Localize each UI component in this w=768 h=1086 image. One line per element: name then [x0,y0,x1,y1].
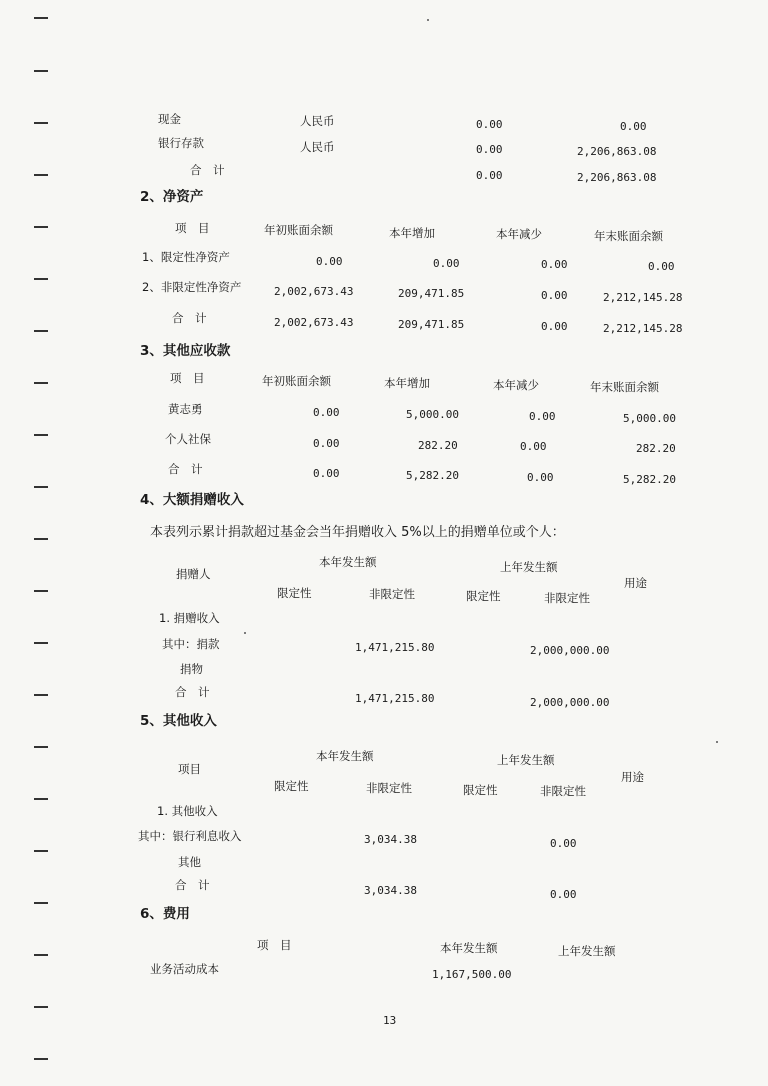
col-header-unrestricted: 非限定性 [544,591,590,605]
cell-value: 0.00 [527,471,554,484]
col-header-item: 项 目 [257,938,292,952]
col-header-unrestricted: 非限定性 [366,781,412,795]
col-header-restricted: 限定性 [277,586,312,600]
col-header-unrestricted: 非限定性 [540,784,586,798]
cell-value: 2,000,000.00 [530,696,610,709]
col-header-unrestricted: 非限定性 [369,587,415,601]
col-header: 本年增加 [389,226,435,240]
net-assets-heading: 2、净资产 [140,189,204,205]
row-label: 其他 [178,855,201,869]
row-label: 1. 捐赠收入 [159,611,220,625]
cell-value: 0.00 [316,255,343,268]
cell-value: 5,282.20 [406,469,459,482]
cell-value: 0.00 [529,410,556,423]
cell-value: 0.00 [313,406,340,419]
cash-item: 现金 [158,112,181,126]
row-label: 1. 其他收入 [157,804,218,818]
cell-value: 2,212,145.28 [603,322,683,335]
cash-begin: 0.00 [476,143,503,156]
col-header-restricted: 限定性 [466,589,501,603]
cell-value: 1,471,215.80 [355,641,435,654]
cell-value: 5,282.20 [623,473,676,486]
col-header-this-year: 本年发生额 [316,749,374,763]
cash-total-begin: 0.00 [476,169,503,182]
cell-value: 0.00 [550,888,577,901]
row-label: 业务活动成本 [150,962,219,976]
cell-value: 2,000,000.00 [530,644,610,657]
cell-value: 2,002,673.43 [274,316,354,329]
cash-currency: 人民币 [300,140,335,154]
other-income-heading: 5、其他收入 [140,713,217,729]
cash-begin: 0.00 [476,118,503,131]
cell-value: 1,167,500.00 [432,968,512,981]
row-label: 合 计 [168,462,203,476]
col-header-this-year: 本年发生额 [440,941,498,955]
row-label: 黄志勇 [168,402,203,416]
row-label: 个人社保 [165,432,211,446]
row-label: 其中：捐款 [162,637,220,651]
col-header-donor: 捐赠人 [176,567,211,581]
cell-value: 2,212,145.28 [603,291,683,304]
col-header-last-year: 上年发生额 [500,560,558,574]
cell-value: 0.00 [541,320,568,333]
col-header: 本年减少 [493,378,539,392]
row-label: 合 计 [175,685,210,699]
row-label: 捐物 [180,662,203,676]
col-header-use: 用途 [624,576,647,590]
col-header: 年末账面余额 [590,380,659,394]
col-header: 年初账面余额 [264,223,333,237]
row-label: 2、非限定性净资产 [142,280,242,294]
cell-value: 209,471.85 [398,318,465,331]
col-header-this-year: 本年发生额 [319,555,377,569]
col-header: 年初账面余额 [262,374,331,388]
cell-value: 0.00 [541,258,568,271]
cash-currency: 人民币 [300,114,335,128]
cash-item: 银行存款 [158,136,204,150]
cell-value: 1,471,215.80 [355,692,435,705]
donations-note: 本表列示累计捐款超过基金会当年捐赠收入 5%以上的捐赠单位或个人： [150,525,565,540]
cell-value: 5,000.00 [406,408,459,421]
cell-value: 0.00 [550,837,577,850]
col-header: 项 目 [175,221,210,235]
row-label: 1、限定性净资产 [142,250,230,264]
col-header-use: 用途 [621,770,644,784]
col-header-restricted: 限定性 [274,779,309,793]
row-label: 合 计 [175,878,210,892]
cell-value: 282.20 [636,442,676,455]
cell-value: 0.00 [648,260,675,273]
cell-value: 0.00 [520,440,547,453]
col-header-restricted: 限定性 [463,783,498,797]
col-header: 本年减少 [496,227,542,241]
cell-value: 3,034.38 [364,884,417,897]
cash-end: 2,206,863.08 [577,145,657,158]
cell-value: 0.00 [433,257,460,270]
col-header: 本年增加 [384,376,430,390]
cell-value: 0.00 [313,437,340,450]
row-label: 合 计 [172,311,207,325]
col-header-item: 项目 [178,762,201,776]
cell-value: 5,000.00 [623,412,676,425]
col-header-last-year: 上年发生额 [497,753,555,767]
donations-heading: 4、大额捐赠收入 [140,492,244,508]
cash-total-label: 合 计 [190,163,225,177]
cell-value: 0.00 [313,467,340,480]
expenses-heading: 6、费用 [140,906,190,922]
col-header: 年末账面余额 [594,229,663,243]
cash-total-end: 2,206,863.08 [577,171,657,184]
cell-value: 282.20 [418,439,458,452]
cell-value: 3,034.38 [364,833,417,846]
cell-value: 209,471.85 [398,287,465,300]
page-number: 13 [383,1014,397,1027]
col-header: 项 目 [170,371,205,385]
cash-end: 0.00 [620,120,647,133]
col-header-last-year: 上年发生额 [558,944,616,958]
cell-value: 2,002,673.43 [274,285,354,298]
row-label: 其中：银行利息收入 [138,829,242,843]
receivables-heading: 3、其他应收款 [140,343,231,359]
cell-value: 0.00 [541,289,568,302]
